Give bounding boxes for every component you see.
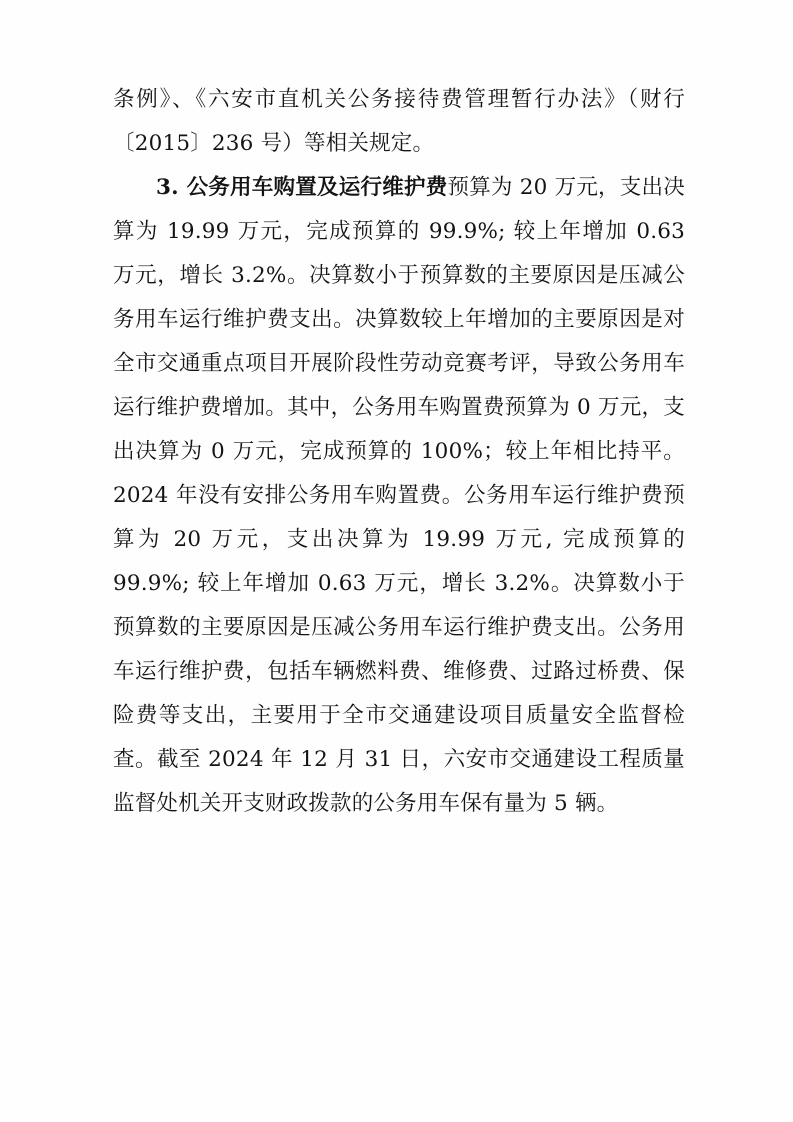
paragraph-continued-text: 条例》、《六安市直机关公务接待费管理暂行办法》（财行〔2015〕236 号）等相关规定。 — [113, 87, 685, 156]
paragraph-vehicle-expense-text: 预算为 20 万元，支出决算为 19.99 万元，完成预算的 99.9%; 较上年增加 0.63 万元，增长 3.2%。决算数小于预算数的主要原因是压减公务用车运行维护费支出。决算数较上年增加的主要原因是对全市交通重点项目开展阶段性劳动竞赛考评，导致公务用车运行维护费增加。其中，公务用车购置费预算为 0 万元，支出决算为 0 万元，完成预算的 100%；较上年相比持平。2024 年没有安排公务用车购置费。公务用车运行维护费预算为 20 万元，支出决算为 19.99 万元, 完成预算的 99.9%; 较上年增加 0.63 万元，增长 3.2%。决算数小于预算数的主要原因是压减公务用车运行维护费支出。公务用车运行维护费，包括车辆燃料费、维修费、过路过桥费、保险费等支出，主要用于全市交通建设项目质量安全监督检查。截至 2024 年 12 月 31 日，六安市交通建设工程质量监督处机关开支财政拨款的公务用车保有量为 5 辆。 — [113, 175, 685, 816]
paragraph-vehicle-expense — [113, 166, 685, 826]
paragraph-heading-label: 3. 公务用车购置及运行维护费 — [156, 175, 448, 200]
document-body — [113, 78, 685, 826]
paragraph-continued — [113, 78, 685, 166]
